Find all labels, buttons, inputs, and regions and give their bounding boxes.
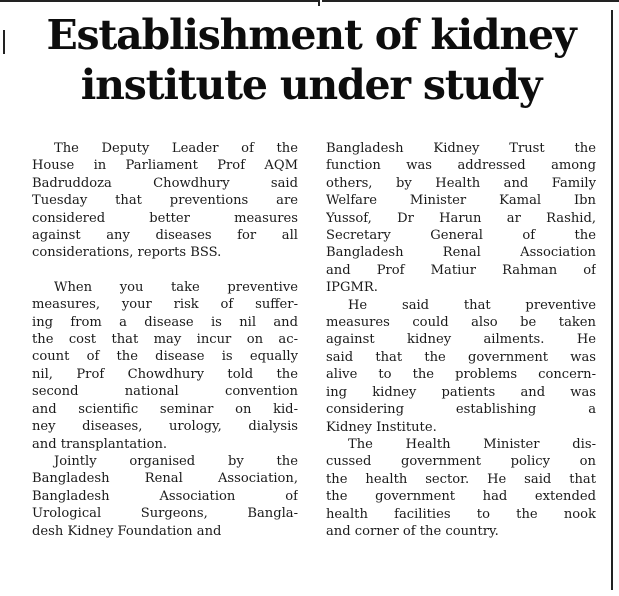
paragraph-line: Badruddoza Chowdhury said — [32, 175, 298, 191]
paragraph-line: The Health Minister dis- — [348, 436, 596, 452]
paragraph-line: considerations, reports BSS. — [32, 245, 222, 261]
paragraph-line: Tuesday that preventions are — [32, 193, 298, 209]
paragraph-line: The Deputy Leader of the — [54, 141, 298, 156]
paragraph-line: measures, your risk of suffer- — [32, 297, 298, 313]
paragraph-line: Urological Surgeons, Bangla- — [32, 506, 298, 522]
paragraph-line: health facilities to the nook — [326, 506, 596, 522]
paragraph-line: Secretary General of the — [326, 228, 596, 244]
paragraph-gap — [32, 262, 298, 279]
paragraph-line: considering establishing a — [326, 402, 596, 418]
left-column-rule — [3, 30, 5, 54]
paragraph-line: against any diseases for all — [32, 228, 298, 244]
paragraph-line: ing kidney patients and was — [326, 384, 596, 400]
paragraph-line: desh Kidney Foundation and — [32, 523, 222, 539]
paragraph-line: the cost that may incur on ac- — [32, 332, 298, 348]
paragraph-line: function was addressed among — [326, 158, 596, 174]
article-column-left — [32, 140, 298, 590]
paragraph-line: and transplantation. — [32, 436, 168, 452]
paragraph-line: Bangladesh Kidney Trust the — [326, 141, 596, 156]
top-rule-divider — [318, 0, 320, 6]
paragraph-line: Bangladesh Association of — [32, 488, 298, 504]
right-column-rule — [611, 10, 613, 590]
top-rule-left — [0, 0, 318, 2]
paragraph-line: measures could also be taken — [326, 315, 596, 331]
paragraph-line: and corner of the country. — [326, 523, 499, 539]
headline — [14, 10, 608, 110]
top-rule-right — [322, 0, 619, 2]
paragraph-line: others, by Health and Family — [326, 175, 596, 191]
paragraph-line: Yussof, Dr Harun ar Rashid, — [326, 210, 596, 226]
paragraph-line: ing from a disease is nil and — [32, 314, 298, 330]
headline-line-2: institute under study — [80, 61, 542, 109]
paragraph-line: Bangladesh Renal Association, — [32, 471, 298, 487]
paragraph-line: When you take preventive — [54, 279, 298, 295]
paragraph-line: considered better measures — [32, 210, 298, 226]
paragraph-line: He said that preventive — [348, 297, 596, 313]
paragraph-line: Bangladesh Renal Association — [326, 245, 596, 261]
paragraph-line: the health sector. He said that — [326, 471, 596, 487]
article-column-right — [326, 140, 596, 590]
paragraph-line: count of the disease is equally — [32, 349, 298, 365]
paragraph-line: and scientific seminar on kid- — [32, 401, 298, 417]
paragraph-line: IPGMR. — [326, 280, 378, 296]
paragraph-line: Jointly organised by the — [54, 453, 298, 469]
paragraph-line: House in Parliament Prof AQM — [32, 158, 298, 174]
paragraph-line: Welfare Minister Kamal Ibn — [326, 193, 596, 209]
headline-line-1: Establishment of kidney — [46, 11, 576, 59]
paragraph-line: the government had extended — [326, 489, 596, 505]
paragraph-line: Kidney Institute. — [326, 419, 437, 435]
paragraph-line: and Prof Matiur Rahman of — [326, 262, 596, 278]
paragraph-line: cussed government policy on — [326, 454, 596, 470]
paragraph-line: against kidney ailments. He — [326, 332, 596, 348]
paragraph-line: said that the government was — [326, 349, 596, 365]
paragraph-line: nil, Prof Chowdhury told the — [32, 366, 298, 382]
paragraph-line: alive to the problems concern- — [326, 367, 596, 383]
paragraph-line: ney diseases, urology, dialysis — [32, 419, 298, 435]
paragraph-line: second national convention — [32, 384, 298, 400]
